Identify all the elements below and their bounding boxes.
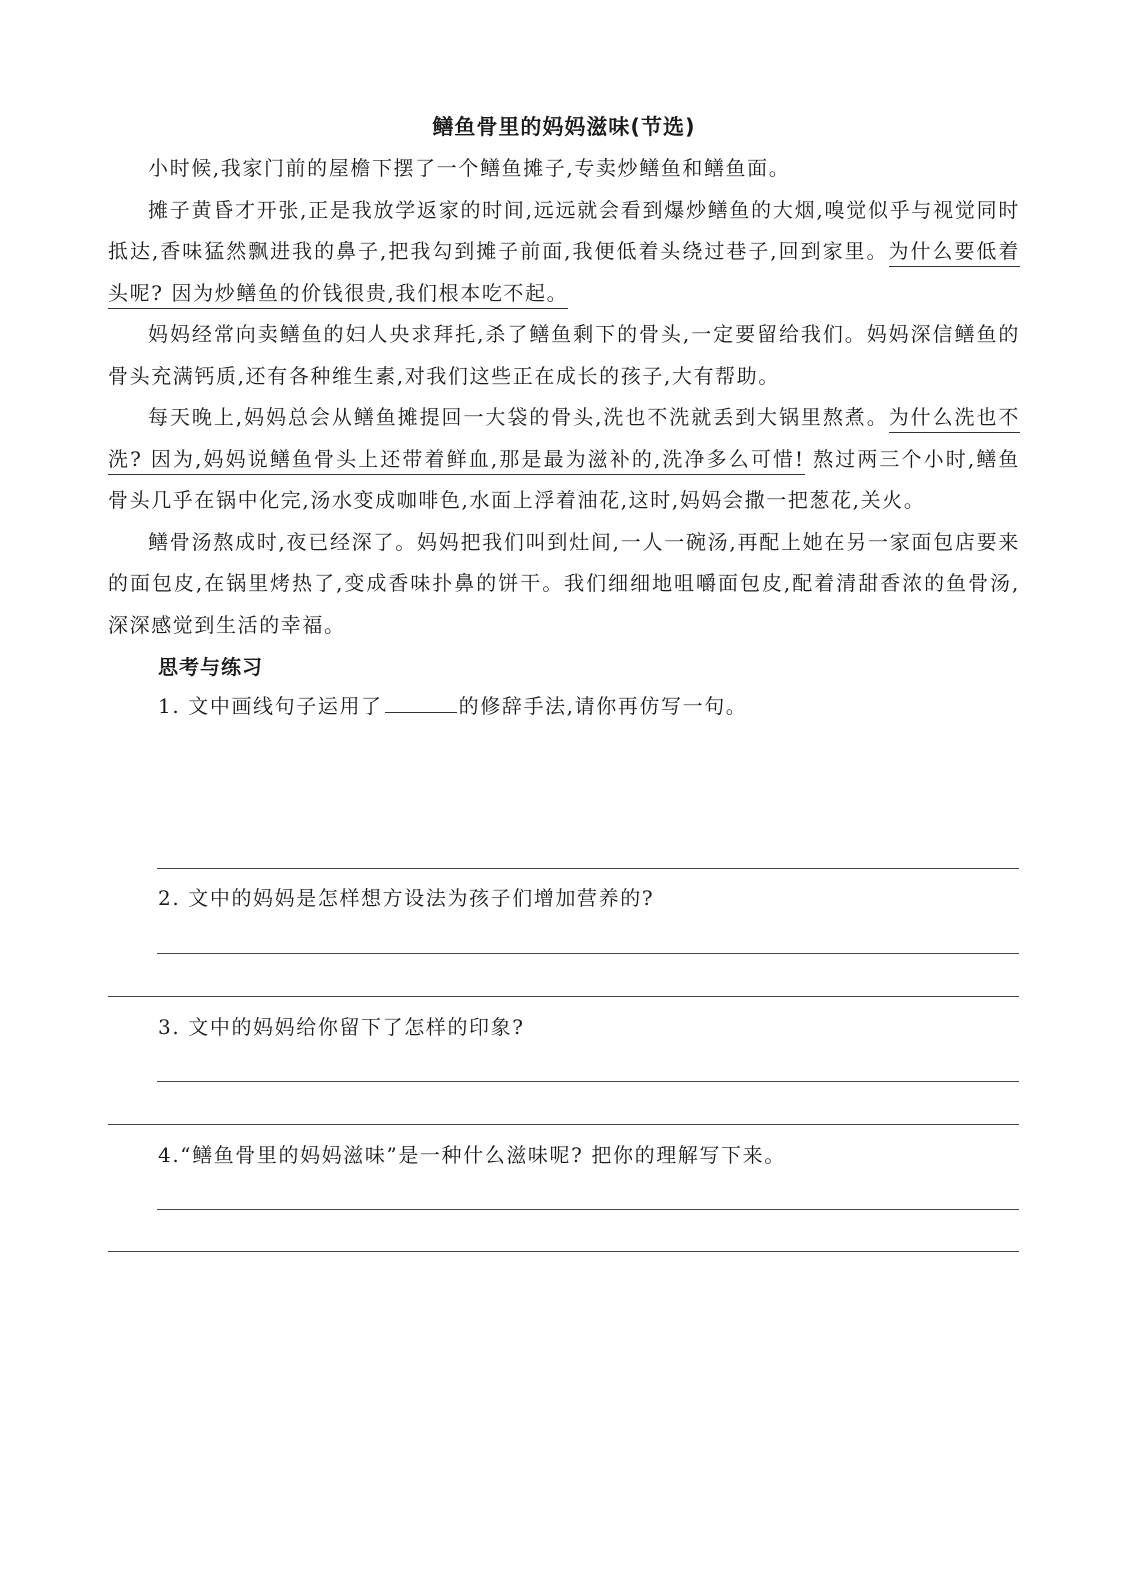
underlined-sentence-1: 为什么要低着头呢? 因为炒鳝鱼的价钱很贵,我们根本吃不起。 [108, 239, 1020, 309]
question-1-text-after: 的修辞手法,请你再仿写一句。 [458, 694, 748, 718]
paragraph-4-text-b: 熬过两三个小时,鳝鱼骨头几乎在锅中化完,汤水变成咖啡色,水面上浮着油花,这时,妈妈会撒一把葱花,关火。 [108, 446, 1020, 512]
paragraph-1: 小时候,我家门前的屋檐下摆了一个鳝鱼摊子,专卖炒鳝鱼和鳝鱼面。 [148, 156, 791, 180]
paragraph-4-text-a: 每天晚上,妈妈总会从鳝鱼摊提回一大袋的骨头,洗也不洗就丢到大锅里熬煮。 [148, 405, 889, 429]
answer-line-q3-2[interactable] [108, 1124, 1019, 1125]
article-title: 鳝鱼骨里的妈妈滋味(节选) [432, 115, 696, 139]
question-2: 2. 文中的妈妈是怎样想方设法为孩子们增加营养的? [158, 886, 655, 910]
fill-in-blank[interactable] [385, 692, 457, 713]
paragraph-5: 鳝骨汤熬成时,夜已经深了。妈妈把我们叫到灶间,一人一碗汤,再配上她在另一家面包店要来的面包皮,在锅里烤热了,变成香味扑鼻的饼干。我们细细地咀嚼面包皮,配着清甜香浓的鱼骨汤,深深感觉到生活的幸福。 [108, 529, 1020, 637]
question-1 [158, 686, 1020, 726]
underlined-sentence-2: 为什么洗也不洗? 因为,妈妈说鳝鱼骨头上还带着鲜血,那是最为滋补的,洗净多么可惜! [108, 405, 1020, 475]
answer-line-q2-2[interactable] [108, 996, 1019, 997]
question-4: 4.“鳝鱼骨里的妈妈滋味”是一种什么滋味呢? 把你的理解写下来。 [158, 1143, 786, 1167]
worksheet-page [108, 112, 1020, 726]
answer-line-q4-1[interactable] [157, 1209, 1019, 1210]
answer-line-q3-1[interactable] [157, 1081, 1019, 1082]
paragraph-3: 妈妈经常向卖鳝鱼的妇人央求拜托,杀了鳝鱼剩下的骨头,一定要留给我们。妈妈深信鳝鱼的骨头充满钙质,还有各种维生素,对我们这些正在成长的孩子,大有帮助。 [108, 322, 1020, 388]
exercises-heading: 思考与练习 [158, 655, 263, 679]
question-1-text-before: 1. 文中画线句子运用了 [158, 694, 383, 718]
answer-line-q4-2[interactable] [108, 1251, 1019, 1252]
question-3: 3. 文中的妈妈给你留下了怎样的印象? [158, 1015, 525, 1039]
paragraph-2-text: 摊子黄昏才开张,正是我放学返家的时间,远远就会看到爆炒鳝鱼的大烟,嗅觉似乎与视觉同时抵达,香味猛然飘进我的鼻子,把我勾到摊子前面,我便低着头绕过巷子,回到家里。 [108, 197, 1020, 263]
answer-line-q1[interactable] [157, 868, 1019, 869]
answer-line-q2-1[interactable] [157, 953, 1019, 954]
paragraph-4 [108, 397, 1020, 522]
paragraph-2 [108, 190, 1020, 315]
